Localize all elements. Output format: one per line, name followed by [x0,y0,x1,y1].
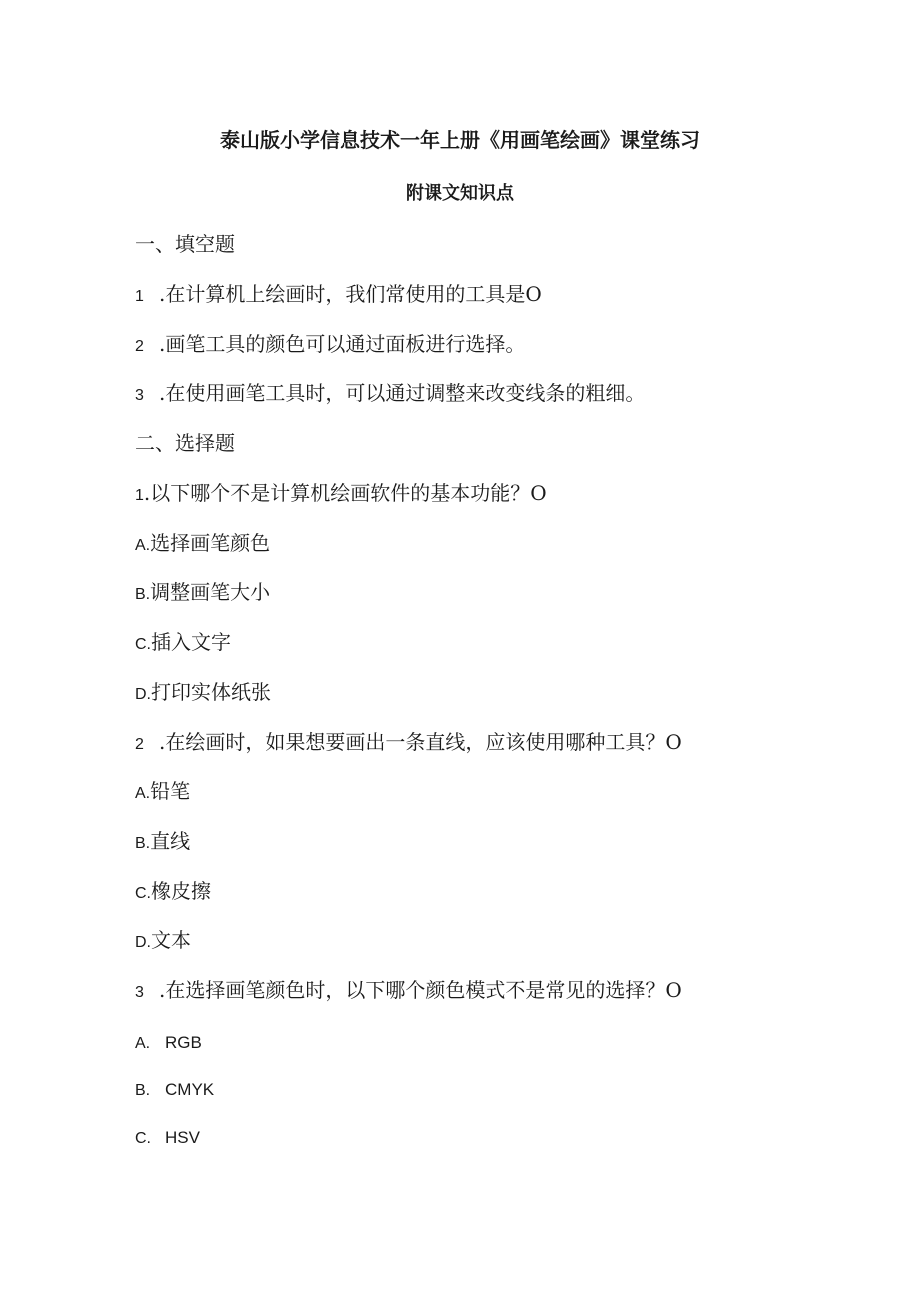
option-letter: B. [135,586,151,603]
option-letter: A. [135,785,151,802]
question-text: .在计算机上绘画时，我们常使用的工具是O [159,282,542,306]
question-number: 2 [135,338,144,355]
option-text: 直线 [150,829,191,853]
fill-question-3 [135,383,645,404]
option-letter: C. [135,1130,151,1147]
question-text: .在绘画时，如果想要画出一条直线，应该使用哪种工具？O [159,730,682,754]
choice-option [135,1078,214,1099]
option-text: 铅笔 [150,779,191,803]
choice-question-2 [135,732,682,753]
option-letter: C. [135,636,151,653]
question-number: 1 [135,487,144,504]
question-text: .在选择画笔颜色时，以下哪个颜色模式不是常见的选择？O [159,978,682,1002]
page-title: 泰山版小学信息技术一年上册《用画笔绘画》课堂练习 [220,128,700,152]
question-number: 3 [135,984,144,1001]
option-letter: B. [135,1082,151,1099]
option-text: 打印实体纸张 [151,680,271,704]
option-text: RGB [165,1033,202,1052]
choice-question-1 [135,483,547,504]
option-letter: C. [135,885,151,902]
option-letter: D. [135,686,151,703]
option-letter: A. [135,537,151,554]
fill-question-1 [135,284,542,305]
option-text: CMYK [165,1080,215,1099]
choice-option [135,930,191,951]
question-number: 1 [135,288,144,305]
question-text: .以下哪个不是计算机绘画软件的基本功能？O [143,481,547,505]
question-text: .在使用画笔工具时，可以通过调整来改变线条的粗细。 [159,381,646,405]
option-text: HSV [165,1128,200,1147]
choice-option [135,582,270,603]
section-heading-choice: 二、选择题 [135,431,235,455]
question-number: 3 [135,387,144,404]
page-subtitle: 附课文知识点 [406,183,514,204]
choice-option [135,781,190,802]
choice-option [135,881,211,902]
choice-question-3 [135,980,682,1001]
choice-option [135,831,190,852]
choice-option [135,533,270,554]
option-text: 文本 [151,928,191,952]
question-number: 2 [135,736,144,753]
option-text: 橡皮擦 [151,879,211,903]
question-text: .画笔工具的颜色可以通过面板进行选择。 [159,332,526,356]
option-text: 调整画笔大小 [150,580,271,604]
fill-question-2 [135,334,525,355]
choice-option [135,1031,202,1052]
option-letter: B. [135,835,151,852]
section-heading-fill-blank: 一、填空题 [135,232,235,256]
option-letter: A. [135,1035,151,1052]
option-text: 选择画笔颜色 [150,531,271,555]
choice-option [135,682,271,703]
option-text: 插入文字 [151,630,231,654]
choice-option [135,632,231,653]
option-letter: D. [135,934,151,951]
choice-option [135,1126,200,1147]
